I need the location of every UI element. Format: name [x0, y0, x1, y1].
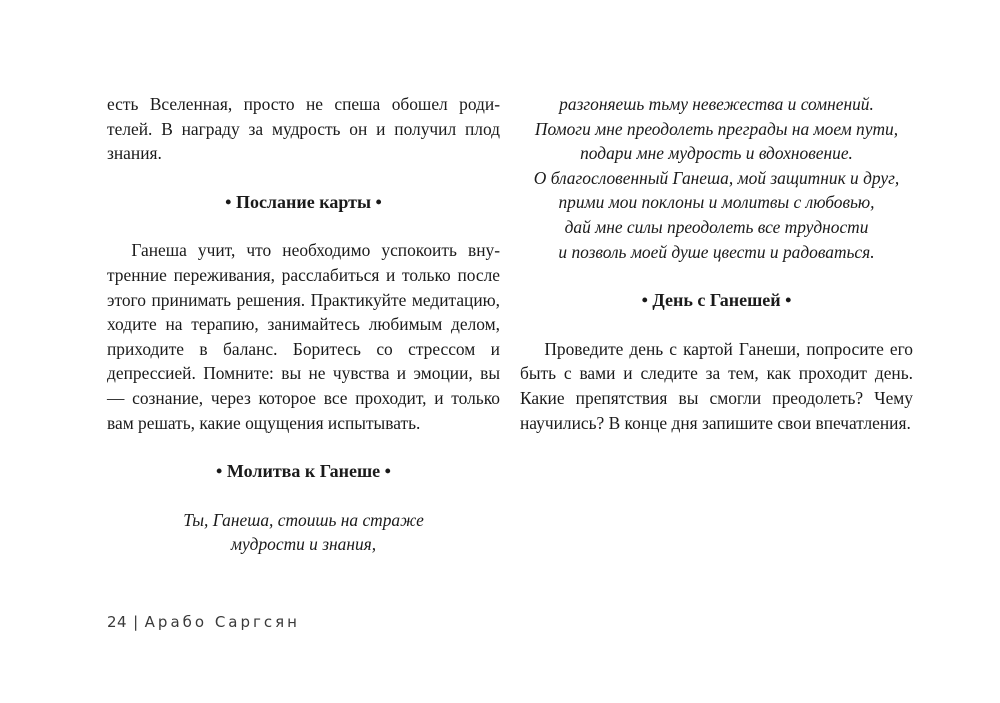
- prayer-heading: • Молитва к Ганеше •: [216, 461, 391, 482]
- prayer-poem-start: [107, 508, 500, 557]
- page-footer: [107, 613, 300, 631]
- poem-line: дай мне силы преодолеть все трудности: [564, 216, 869, 237]
- poem-line: Помоги мне преодолеть преграды на моем пути,: [534, 118, 899, 139]
- page-number: 24: [107, 613, 128, 631]
- day-heading: • День с Ганешей •: [641, 290, 792, 311]
- intro-paragraph: [107, 92, 500, 166]
- poem-line: прими мои поклоны и молитвы с любовью,: [558, 192, 875, 213]
- prayer-poem-continued: [520, 92, 913, 264]
- author-name: Арабо Саргсян: [144, 613, 300, 631]
- intro-line: телей. В награду за мудрость он и получил плод: [107, 118, 500, 139]
- poem-line: мудрости и знания,: [230, 534, 377, 555]
- poem-line: и позволь моей душе цвести и радоваться.: [558, 241, 875, 262]
- message-paragraph: Ганеша учит, что необходимо успокоить внутренние переживания, расслабиться и только после этого принимать решения. Практикуйте медитацию, ходите на терапию, занимайтесь любимым делом, приходите в баланс. Боритесь со стрессом и депрессией. Помните: вы не чувства и эмоции, вы — сознание, через которое все проходит, и только вам решать, какие ощущения испытывать.: [107, 240, 500, 433]
- right-column: [520, 92, 913, 435]
- poem-line: разгоняешь тьму невежества и сомнений.: [559, 94, 874, 114]
- poem-line: подари мне мудрость и вдохновение.: [580, 143, 853, 164]
- intro-line: знания.: [107, 143, 162, 164]
- poem-line: Ты, Ганеша, стоишь на страже: [183, 509, 424, 530]
- message-heading: • Послание карты •: [225, 191, 382, 212]
- intro-line: есть Вселенная, просто не спеша обошел роди-: [107, 94, 500, 114]
- left-column: [107, 92, 500, 557]
- footer-separator: |: [133, 613, 139, 631]
- day-paragraph: Проведите день с картой Ганеши, попросите его быть с вами и следите за тем, как проходит день. Какие препятствия вы смогли преодолеть? Чему научились? В конце дня запишите свои впечатления.: [520, 338, 913, 433]
- poem-line: О благословенный Ганеша, мой защитник и друг,: [533, 167, 900, 188]
